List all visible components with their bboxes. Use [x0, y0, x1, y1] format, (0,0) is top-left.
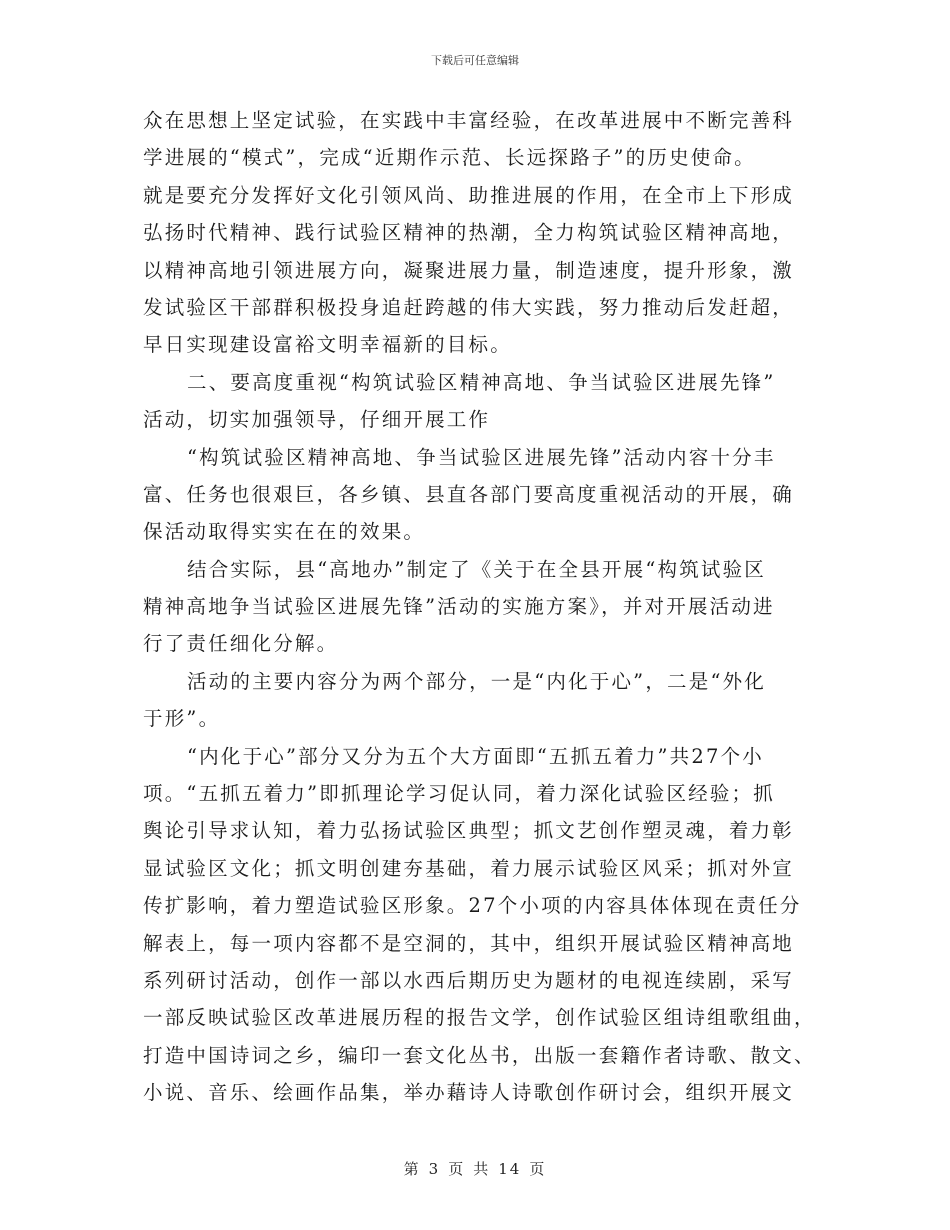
page-label-prefix: 第 — [403, 1160, 421, 1178]
text-line: 以精神高地引领进展方向，凝聚进展力量，制造速度，提升形象，激 — [143, 258, 795, 282]
text-line: 项。“五抓五着力”即抓理论学习促认同，着力深化试验区经验；抓 — [143, 782, 775, 806]
section-heading-continued: 活动，切实加强领导，仔细开展工作 — [143, 408, 491, 432]
text-line: 众在思想上坚定试验，在实践中丰富经验，在改革进展中不断完善科 — [143, 109, 795, 132]
page-header: 下载后可任意编辑 — [431, 54, 519, 67]
text-line: 打造中国诗词之乡，编印一套文化丛书，出版一套籍作者诗歌、散文、 — [143, 1043, 816, 1067]
text-line: 于形”。 — [143, 707, 221, 731]
section-heading: 二、要高度重视“构筑试验区精神高地、争当试验区进展先锋” — [187, 370, 776, 394]
text-line: 一部反映试验区改革进展历程的报告文学，创作试验区组诗组歌组曲， — [143, 1006, 816, 1030]
text-line: 富、任务也很艰巨，各乡镇、县直各部门要高度重视活动的开展，确 — [143, 482, 795, 506]
total-pages-number: 14 — [498, 1160, 522, 1178]
page-label-suffix: 页 — [529, 1160, 547, 1178]
text-line: 早日实现建设富裕文明幸福新的目标。 — [143, 333, 512, 357]
text-line: 显试验区文化；抓文明创建夯基础，着力展示试验区风采；抓对外宣 — [143, 856, 795, 880]
paragraph-start: “内化于心”部分又分为五个大方面即“五抓五着力”共27个小 — [187, 744, 764, 768]
text-line: 精神高地争当试验区进展先锋”活动的实施方案》，并对开展活动进 — [143, 595, 775, 619]
text-line: 学进展的“模式”，完成“近期作示范、长远探路子”的历史使命。 — [143, 146, 756, 170]
paragraph-start: 活动的主要内容分为两个部分，一是“内化于心”，二是“外化 — [187, 669, 767, 693]
text-line: 系列研讨活动，创作一部以水西后期历史为题材的电视连续剧，采写 — [143, 968, 795, 992]
text-line: 发试验区干部群积极投身追赶跨越的伟大实践，努力推动后发赶超， — [143, 295, 795, 319]
document-body — [143, 102, 816, 1112]
page-label-mid2: 共 — [473, 1160, 491, 1178]
text-line: 保活动取得实实在在的效果。 — [143, 520, 426, 544]
text-line: 舆论引导求认知，着力弘扬试验区典型；抓文艺创作塑灵魂，着力彰 — [143, 819, 795, 843]
text-line: 解表上，每一项内容都不是空洞的，其中，组织开展试验区精神高地 — [143, 931, 795, 955]
paragraph-start: 结合实际，县“高地办”制定了《关于在全县开展“构筑试验区 — [187, 557, 767, 581]
text-line: 小说、音乐、绘画作品集，举办藉诗人诗歌创作研讨会，组织开展文 — [143, 1081, 795, 1105]
text-line: 行了责任细化分解。 — [143, 632, 339, 656]
text-line: 传扩影响，着力塑造试验区形象。27个小项的内容具体体现在责任分 — [143, 894, 802, 918]
page-footer — [0, 1158, 950, 1179]
paragraph-start: “构筑试验区精神高地、争当试验区进展先锋”活动内容十分丰 — [187, 445, 776, 469]
current-page-number: 3 — [428, 1160, 441, 1178]
text-line: 弘扬时代精神、践行试验区精神的热潮，全力构筑试验区精神高地， — [143, 221, 795, 245]
text-line: 就是要充分发挥好文化引领风尚、助推进展的作用，在全市上下形成 — [143, 183, 795, 207]
page-label-mid1: 页 — [448, 1160, 466, 1178]
